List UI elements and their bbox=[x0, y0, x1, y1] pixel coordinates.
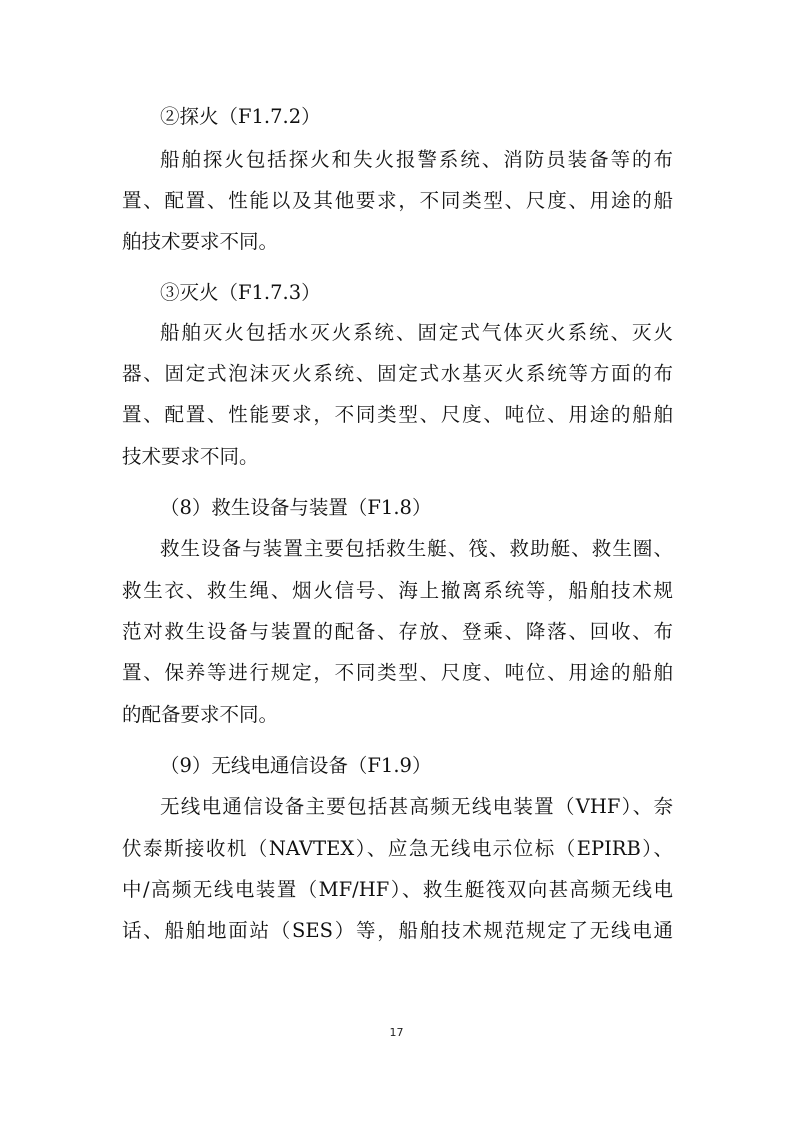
paragraph-line: 伏泰斯接收机（NAVTEX）、应急无线电示位标（EPIRB）、 bbox=[122, 837, 673, 860]
paragraph-line: 舶技术要求不同。 bbox=[122, 230, 279, 253]
paragraph-line: 的配备要求不同。 bbox=[122, 703, 279, 726]
paragraph-line: 救生衣、救生绳、烟火信号、海上撤离系统等，船舶技术规 bbox=[122, 579, 673, 602]
paragraph-line: 船舶探火包括探火和失火报警系统、消防员装备等的布 bbox=[160, 148, 673, 171]
paragraph-line: 船舶灭火包括水灭火系统、固定式气体灭火系统、灭火 bbox=[160, 321, 673, 344]
paragraph-line: 置、配置、性能以及其他要求，不同类型、尺度、用途的船 bbox=[122, 189, 673, 212]
page-number: 17 bbox=[389, 1026, 404, 1039]
paragraph-line: 置、保养等进行规定，不同类型、尺度、吨位、用途的船舶 bbox=[122, 661, 673, 684]
paragraph-line: 话、船舶地面站（SES）等，船舶技术规范规定了无线电通 bbox=[122, 919, 673, 942]
paragraph-line: 救生设备与装置主要包括救生艇、筏、救助艇、救生圈、 bbox=[160, 537, 673, 560]
paragraph-line: 无线电通信设备主要包括甚高频无线电装置（VHF）、奈 bbox=[160, 795, 673, 818]
heading-fire-extinguishing: ③灭火（F1.7.3） bbox=[160, 281, 321, 304]
heading-life-saving: （8）救生设备与装置（F1.8） bbox=[160, 496, 432, 519]
paragraph-line: 技术要求不同。 bbox=[122, 445, 259, 468]
paragraph-line: 器、固定式泡沫灭火系统、固定式水基灭火系统等方面的布 bbox=[122, 362, 673, 385]
paragraph-line: 置、配置、性能要求，不同类型、尺度、吨位、用途的船舶 bbox=[122, 403, 673, 426]
paragraph-line: 中/高频无线电装置（MF/HF）、救生艇筏双向甚高频无线电 bbox=[122, 878, 673, 901]
heading-radio-communication: （9）无线电通信设备（F1.9） bbox=[160, 754, 432, 777]
paragraph-line: 范对救生设备与装置的配备、存放、登乘、降落、回收、布 bbox=[122, 620, 673, 643]
heading-fire-detection: ②探火（F1.7.2） bbox=[160, 105, 321, 128]
